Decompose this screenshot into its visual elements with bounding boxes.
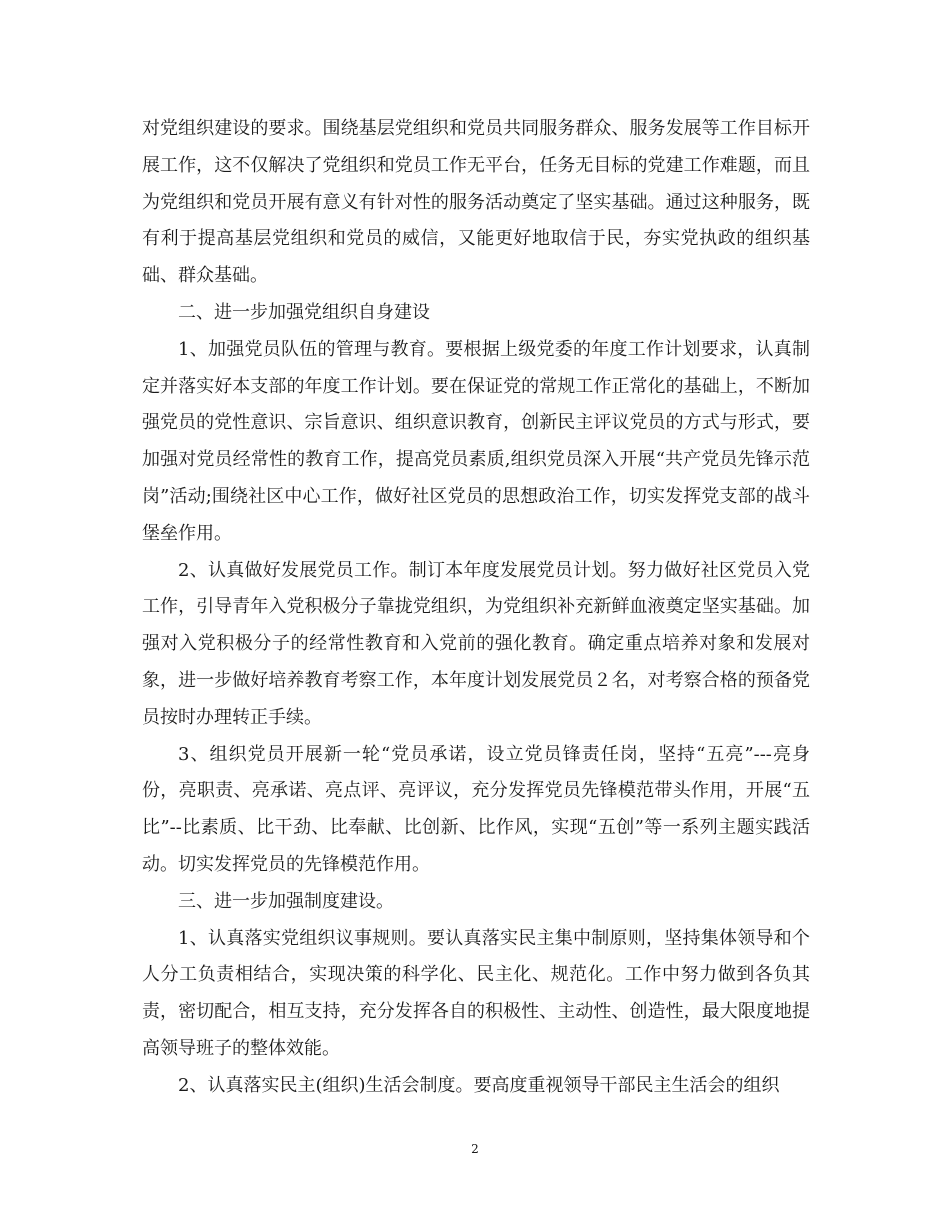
paragraph-item: 2、认真落实民主(组织)生活会制度。要高度重视领导干部民主生活会的组织 — [178, 1074, 780, 1096]
paragraph-item: 1、加强党员队伍的管理与教育。要根据上级党委的年度工作计划要求，认真制定并落实好本支部的年度工作计划。要在保证党的常规工作正常化的基础上，不断加强党员的党性意识、宗旨意识、组织意识教育，创新民主评议党员的方式与形式，要加强对党员经常性的教育工作，提高党员素质,组织党员深入开展“共产党员先锋示范岗”活动;围绕社区中心工作，做好社区党员的思想政治工作，切实发挥党支部的战斗堡垒作用。 — [142, 338, 810, 544]
page-number: 2 — [471, 1142, 479, 1156]
section-heading-2: 二、进一步加强党组织自身建设 — [178, 301, 430, 323]
paragraph-continuation: 对党组织建设的要求。围绕基层党组织和党员共同服务群众、服务发展等工作目标开展工作，这不仅解决了党组织和党员工作无平台，任务无目标的党建工作难题，而且为党组织和党员开展有意义有针对性的服务活动奠定了坚实基础。通过这种服务，既有利于提高基层党组织和党员的威信，又能更好地取信于民，夯实党执政的组织基础、群众基础。 — [142, 118, 810, 287]
section-heading-3: 三、进一步加强制度建设。 — [178, 890, 394, 912]
document-body — [142, 111, 810, 1105]
paragraph-item: 2、认真做好发展党员工作。制订本年度发展党员计划。努力做好社区党员入党工作，引导青年入党积极分子靠拢党组织，为党组织补充新鲜血液奠定坚实基础。加强对入党积极分子的经常性教育和入党前的强化教育。确定重点培养对象和发展对象，进一步做好培养教育考察工作，本年度计划发展党员２名，对考察合格的预备党员按时办理转正手续。 — [142, 559, 810, 728]
paragraph-item: 3、组织党员开展新一轮“党员承诺，设立党员锋责任岗，坚持“五亮”---亮身份，亮职责、亮承诺、亮点评、亮评议，充分发挥党员先锋模范带头作用，开展“五比”--比素质、比干劲、比奉献、比创新、比作风，实现“五创”等一系列主题实践活动。切实发挥党员的先锋模范作用。 — [142, 743, 810, 875]
paragraph-item: 1、认真落实党组织议事规则。要认真落实民主集中制原则，坚持集体领导和个人分工负责相结合，实现决策的科学化、民主化、规范化。工作中努力做到各负其责，密切配合，相互支持，充分发挥各自的积极性、主动性、创造性，最大限度地提高领导班子的整体效能。 — [142, 927, 810, 1059]
